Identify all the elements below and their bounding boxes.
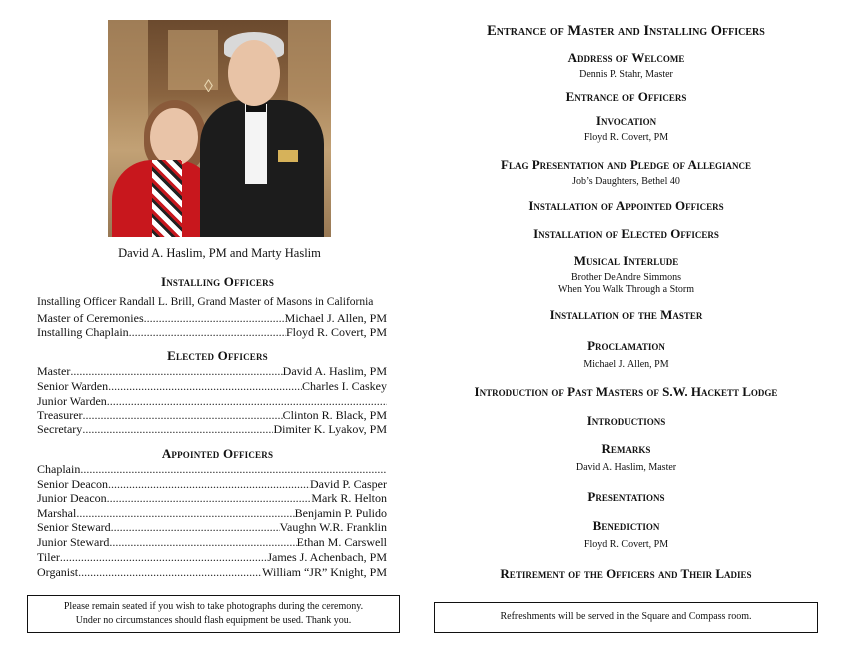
officer-row: [37, 506, 387, 521]
officer-role: Junior Deacon: [37, 491, 107, 505]
notice-line: Please remain seated if you wish to take photographs during the ceremony.: [63, 601, 364, 612]
officer-role: Marshal: [37, 506, 77, 520]
officer-row: [37, 491, 387, 506]
officer-row: [37, 422, 387, 437]
officer-role: Tiler: [37, 550, 60, 564]
notice-line: Refreshments will be served in the Square and Compass room.: [500, 611, 752, 622]
officer-row: [37, 311, 387, 326]
officer-name: Mark R. Helton: [311, 491, 387, 505]
program-item-title: Invocation: [595, 113, 657, 128]
officer-name: Dimiter K. Lyakov, PM: [273, 422, 387, 436]
officer-role: Senior Steward: [37, 520, 111, 534]
program-item-sub: Floyd R. Covert, PM: [583, 539, 669, 550]
officer-name: James J. Achenbach, PM: [267, 550, 387, 564]
officer-row: [37, 379, 387, 394]
program-item-title: Address of Welcome: [567, 50, 685, 65]
officer-name: Benjamin P. Pulido: [294, 506, 387, 520]
officer-role: Treasurer: [37, 408, 83, 422]
program-item-title: Entrance of Master and Installing Officers: [487, 23, 765, 39]
program-item-title: Installation of the Master: [549, 307, 703, 322]
program-item-title: Presentations: [587, 489, 665, 504]
officer-role: Master of Ceremonies: [37, 311, 144, 325]
program-item-title: Entrance of Officers: [565, 89, 687, 104]
program-item-sub: David A. Haslim, Master: [575, 462, 677, 473]
program-item-title: Installation of Appointed Officers: [528, 198, 724, 213]
installing-officers-title: Installing Officers: [160, 274, 275, 289]
couple-photo: [108, 20, 331, 237]
officer-row: [37, 535, 387, 550]
officer-role: Chaplain: [37, 462, 81, 476]
officer-role: Secretary: [37, 422, 83, 436]
installing-officer-line: Installing Officer Randall L. Brill, Grand Master of Masons in California: [37, 296, 374, 308]
program-item-title: Benediction: [592, 518, 660, 533]
officer-row: [37, 364, 387, 379]
appointed-officers-title: Appointed Officers: [161, 446, 274, 461]
program-item-sub: Brother DeAndre Simmons: [571, 272, 681, 283]
program-item-title: Proclamation: [587, 338, 665, 353]
square-compass-icon: ◊: [204, 76, 213, 96]
program-item-title: Retirement of the Officers and Their Ladies: [500, 566, 752, 581]
program-item-title: Introductions: [586, 413, 666, 428]
program-item-title: Flag Presentation and Pledge of Allegiance: [501, 157, 751, 172]
officer-row: [37, 565, 387, 580]
officer-role: Master: [37, 364, 71, 378]
program-item-sub: Michael J. Allen, PM: [583, 359, 669, 370]
officer-role: Senior Deacon: [37, 477, 108, 491]
officer-role: Junior Warden: [37, 394, 107, 408]
officer-row: [37, 477, 387, 492]
officer-role: Junior Steward: [37, 535, 110, 549]
program-item-sub: Floyd R. Covert, PM: [583, 132, 669, 143]
officer-role: Installing Chaplain: [37, 325, 129, 339]
officer-row: [37, 520, 387, 535]
officer-role: Senior Warden: [37, 379, 109, 393]
program-item-title: Remarks: [601, 441, 651, 456]
refreshments-notice-box: [434, 602, 818, 633]
officer-row: [37, 462, 387, 477]
program-item-sub: Job’s Daughters, Bethel 40: [572, 176, 680, 187]
officer-name: Clinton R. Black, PM: [282, 408, 387, 422]
photo-caption: David A. Haslim, PM and Marty Haslim: [118, 246, 321, 260]
officer-name: David P. Casper: [310, 477, 387, 491]
notice-line: Under no circumstances should flash equipment be used. Thank you.: [75, 614, 352, 626]
officer-row: [37, 394, 387, 409]
officer-row: [37, 325, 387, 340]
officer-name: Vaughn W.R. Franklin: [279, 520, 387, 534]
officer-name: Michael J. Allen, PM: [284, 311, 387, 325]
program-item-title: Musical Interlude: [573, 253, 679, 268]
program-item-title: Installation of Elected Officers: [533, 226, 719, 241]
officer-role: Organist: [37, 565, 79, 579]
elected-officers-title: Elected Officers: [167, 348, 268, 363]
program-item-sub: Dennis P. Stahr, Master: [579, 69, 673, 80]
officer-row: [37, 408, 387, 423]
officer-row: [37, 550, 387, 565]
program-item-sub: When You Walk Through a Storm: [557, 284, 695, 295]
officer-name: David A. Haslim, PM: [282, 364, 387, 378]
officer-name: Charles I. Caskey: [302, 379, 387, 393]
officer-name: William “JR” Knight, PM: [262, 565, 387, 579]
officer-name: Floyd R. Covert, PM: [285, 325, 387, 339]
photo-notice-box: [27, 595, 400, 633]
officer-name: Ethan M. Carswell: [296, 535, 387, 549]
program-item-title: Introduction of Past Masters of S.W. Hackett Lodge: [474, 384, 778, 399]
